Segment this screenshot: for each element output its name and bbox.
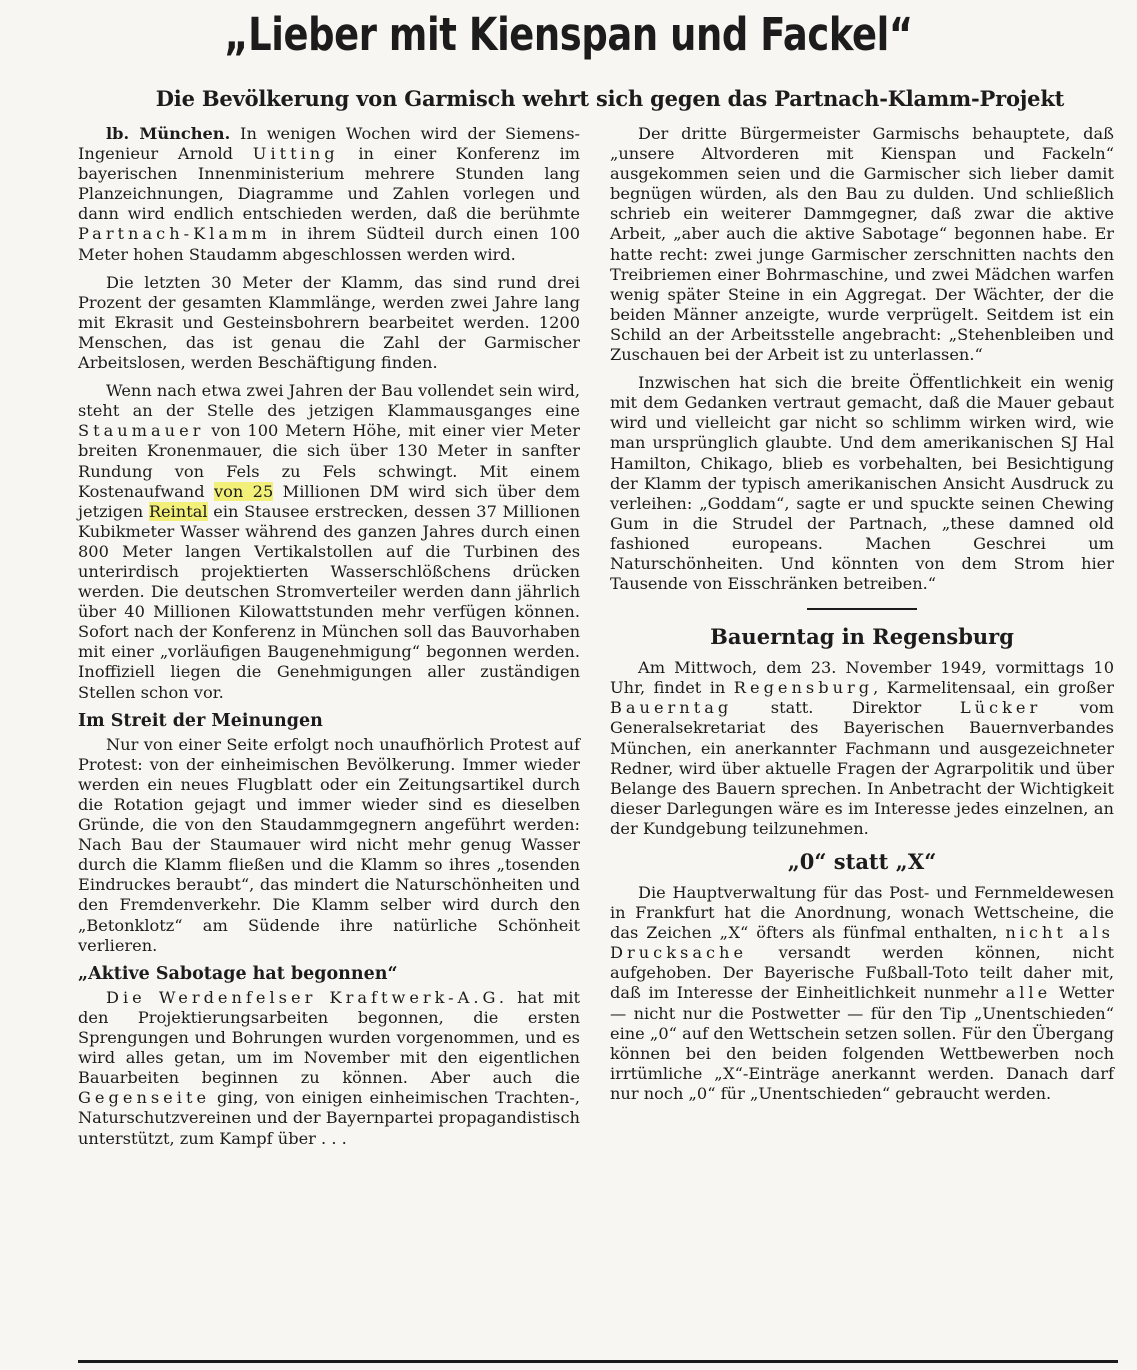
paragraph: Die letzten 30 Meter der Klamm, das sind rund drei Prozent der gesamten Klammlänge, werden zwei Jahre lang mit Ekrasit und Gesteinsbohrern bearbeitet werden. 1200 Menschen, das ist genau die Zahl der Garmischer Arbeitslosen, werden Beschäftigung finden. [78,272,580,373]
section-subheading: Im Streit der Meinungen [78,710,323,731]
article-title: „0“ statt „X“ [787,849,937,874]
place-name: Partnach-Klamm [78,224,271,244]
divider [807,608,917,610]
highlighted-text: Reintal [148,501,208,521]
article-right-column [610,124,1114,1112]
bottom-divider [78,1360,1118,1363]
paragraph: Die Werdenfelser Kraftwerk-A.G. hat mit den Projektierungsarbeiten begonnen, die ersten Sprengungen und Bohrungen wurden vorgenommen, und es wird alles getan, um im November mit den eigentlichen Bauarbeiten beginnen zu können. Aber auch die Gegenseite ging, von einigen einheimischen Trachten-, Naturschutzvereinen und der Bayernpartei propagandistisch unterstützt, zum Kampf über . . . [78,987,580,1148]
section-subheading: „Aktive Sabotage hat begonnen“ [78,963,398,984]
paragraph: lb. München. In wenigen Wochen wird der Siemens-Ingenieur Arnold Uitting in einer Konferenz im bayerischen Innenministerium mehrere Stunden lang Planzeichnungen, Diagramme und Zahlen vorlegen und dann wird endlich entschieden werden, daß die berühmte Partnach-Klamm in ihrem Südteil durch einen 100 Meter hohen Staudamm abgeschlossen werden wird. [78,124,581,264]
highlighted-text: von 25 [213,481,274,501]
dateline: lb. München. [106,124,231,143]
paragraph: Nur von einer Seite erfolgt noch unaufhörlich Protest auf Protest: von der einheimischen Bevölkerung. Immer wieder werden ein neues Flugblatt oder ein Zeitungsartikel durch die Rotation gejagt und immer wieder sind es dieselben Gründe, die von den Staudammgegnern angeführt werden: Nach Bau der Staumauer wird nicht mehr genug Wasser durch die Klamm fließen und die Klamm so ihres „tosenden Eindruckes beraubt“, das mindert die Naturschönheiten und den Fremdenverkehr. Die Klamm selber wird durch den „Betonklotz“ am Südende ihre natürliche Schönheit verlieren. [78,734,580,955]
paragraph: Inzwischen hat sich die breite Öffentlichkeit ein wenig mit dem Gedanken vertraut gemacht, daß die Mauer gebaut wird und vielleicht gar nicht so schlimm wirken wird, wie man ursprünglich glaubte. Und dem amerikanischen SJ Hal Hamilton, Chikago, blieb es vorbehalten, bei Besichtigung der Klamm der typisch amerikanischen Ansicht Ausdruck zu verleihen: „Goddam“, sagte er und spuckte seinen Chewing Gum in die Strudel der Partnach, „these damned old fashioned europeans. Machen Geschrei um Naturschönheiten. Und könnten von dem Strom hier Tausende von Eisschränken betreiben.“ [610,373,1114,594]
person-name: Uitting [252,144,339,164]
paragraph: Der dritte Bürgermeister Garmischs behauptete, daß „unsere Altvorderen mit Kienspan und Fackeln“ ausgekommen seien und die Garmischer sich lieber damit begnügen würden, als den Bau zu dulden. Und schließlich schrieb ein weiterer Dammgegner, daß zwar die aktive Arbeit, „aber auch die aktive Sabotage“ begonnen habe. Er hatte recht: zwei junge Garmischer zerschnitten nachts den Treibriemen einer Bohrmaschine, und zwei Mädchen warfen wenig später Steine in ein Aggregat. Der Wächter, der die beiden Männer anzeigte, wurde verprügelt. Seitdem ist ein Schild an der Arbeitsstelle angebracht: „Stehenbleiben und Zuschauen bei der Arbeit ist zu unterlassen.“ [610,124,1114,365]
paragraph: Die Hauptverwaltung für das Post- und Fernmeldewesen in Frankfurt hat die Anordnung, wonach Wettscheine, die das Zeichen „X“ öfters als fünfmal enthalten, nicht als Drucksache versandt werden können, nicht aufgehoben. Der Bayerische Fußball-Toto teilt daher mit, daß im Interesse der Einheitlichkeit nunmehr alle Wetter — nicht nur die Postwetter — für den Tip „Unentschieden“ eine „0“ auf den Wettschein setzen sollen. Für den Übergang können bei den beiden folgenden Wettbewerben noch irrtümliche „X“-Einträge anerkannt werden. Danach darf nur noch „0“ für „Unentschieden“ gebraucht werden. [610,883,1114,1103]
paragraph: Wenn nach etwa zwei Jahren der Bau vollendet sein wird, steht an der Stelle des jetzigen Klammausganges eine Staumauer von 100 Metern Höhe, mit einer vier Meter breiten Kronenmauer, die sich über 130 Meter in sanfter Rundung von Fels zu Fels schwingt. Mit einem Kostenaufwand von 25 Millionen DM wird sich über dem jetzigen Reintal ein Stausee erstrecken, dessen 37 Millionen Kubikmeter Wasser während des ganzen Jahres durch einen 800 Meter langen Vertikalstollen auf die Turbinen des unterirdisch projektierten Wasserschlößchens drücken werden. Die deutschen Stromverteiler werden dann jährlich über 40 Millionen Kilowattstunden mehr verfügen können. Sofort nach der Konferenz in München soll das Bauvorhaben mit einer „vorläufigen Baugenehmigung“ begonnen werden. Inoffiziell liegen die Genehmigungen aller zuständigen Stellen schon vor. [78,381,581,702]
subheadline: Die Bevölkerung von Garmisch wehrt sich gegen das Partnach-Klamm-Projekt [155,86,1065,111]
article-left-column [78,124,580,1157]
paragraph: Am Mittwoch, dem 23. November 1949, vormittags 10 Uhr, findet in Regensburg, Karmelitensaal, ein großer Bauerntag statt. Direktor Lücker vom Generalsekretariat des Bayerischen Bauernverbandes München, ein anerkannter Fachmann und ausgezeichneter Redner, wird über aktuelle Fragen der Agrarpolitik und über Belange des Bauern sprechen. In Anbetracht der Wichtigkeit dieser Darlegungen wäre es im Interesse jedes einzelnen, an der Kundgebung teilzunehmen. [610,658,1115,838]
article-title: Bauerntag in Regensburg [710,624,1014,650]
headline: „Lieber mit Kienspan und Fackel“ [224,8,913,61]
